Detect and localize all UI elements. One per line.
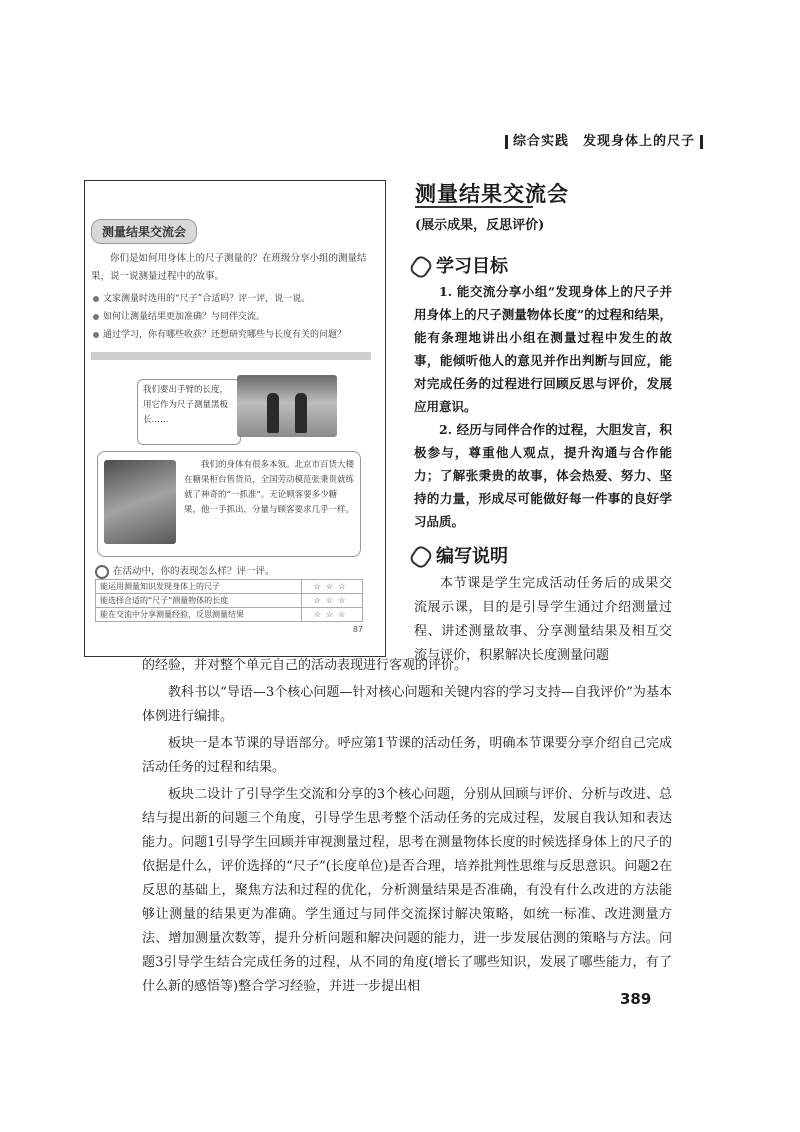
notes-lead-continuation: 的经验，并对整个单元自己的活动表现进行客观的评价。 bbox=[142, 658, 468, 673]
notes-paragraph: 教科书以“导语—3个核心问题—针对核心问题和关键内容的学习支持—自我评价”为基本体例进行编排。 bbox=[142, 685, 672, 724]
textbook-question: 文家测量时选用的“尺子”合适吗？评一评，说一说。 bbox=[91, 290, 371, 308]
goals-list bbox=[414, 280, 672, 533]
header-bar-left bbox=[505, 135, 508, 149]
magnifier-icon bbox=[95, 565, 109, 579]
header-text: 综合实践 发现身体上的尺子 bbox=[513, 134, 696, 149]
story-box bbox=[97, 451, 361, 557]
section-subtitle: (展示成果，反思评价) bbox=[415, 218, 545, 233]
textbook-page-number: 87 bbox=[352, 625, 363, 634]
story-text: 我们的身体有很多本领。北京市百货大楼在糖果柜台售货员，全国劳动模范张秉贵就练就了神奇的“一抓准”。无论顾客要多少糖果，他一手抓出，分量与顾客要求几乎一样。 bbox=[184, 460, 355, 515]
running-header bbox=[500, 130, 710, 149]
self-eval-question: 在活动中，你的表现怎么样？评一评。 bbox=[113, 566, 275, 577]
student-figure bbox=[295, 393, 307, 433]
table-row bbox=[96, 594, 363, 608]
table-row bbox=[96, 580, 363, 594]
goal-item: 2. 经历与同伴合作的过程，大胆发言，积极参与，尊重他人观点，提升沟通与合作能力；了解张秉贵的故事，体会热爱、努力、坚持的力量，形成尽可能做好每一件事的良好学习品质。 bbox=[414, 422, 672, 529]
page-number: 389 bbox=[620, 990, 652, 1008]
eval-stars: ☆☆☆ bbox=[302, 594, 363, 608]
notes-paragraph: 板块二设计了引导学生交流和分享的3个核心问题，分别从回顾与评价、分析与改进、总结与提出新的问题三个角度，引导学生思考整个活动任务的完成过程，发展自我认知和表达能力。问题1引导学生回顾并审视测量过程，思考在测量物体长度的时候选择身体上的尺子的依据是什么，评价选择的“尺子”(长度单位)是否合理，培养批判性思维与反思意识。问题2在反思的基础上，聚焦方法和过程的优化，分析测量结果是否准确，有没有什么改进的方法能够让测量的结果更为准确。学生通过与同伴交流探讨解决策略，如统一标准、改进测量方法、增加测量次数等，提升分析问题和解决问题的能力，进一步发展估测的策略与方法。问题3引导学生结合完成任务的过程，从不同的角度(增长了哪些知识，发展了哪些能力，有了什么新的感悟等)整合学习经验，并进一步提出相 bbox=[142, 787, 672, 994]
section-title: 测量结果交流会 bbox=[415, 182, 569, 206]
goal-item: 1. 能交流分享小组“发现身体上的尺子并用身体上的尺子测量物体长度”的过程和结果，能有条理地讲出小组在测量过程中发生的故事，能倾听他人的意见并作出判断与回应，能对完成任务的过程进行回顾反思与评价，发展应用意识。 bbox=[414, 284, 672, 414]
notes-body bbox=[142, 654, 672, 999]
eval-stars: ☆☆☆ bbox=[302, 608, 363, 622]
section-title-underline bbox=[415, 206, 533, 208]
goals-heading-text: 学习目标 bbox=[436, 256, 508, 277]
eval-criterion: 能选择合适的“尺子”测量物体的长度 bbox=[96, 594, 302, 608]
paperclip-icon bbox=[408, 254, 434, 281]
notes-lead-text: 本节课是学生完成活动任务后的成果交流展示课，目的是引导学生通过介绍测量过程、讲述测量故事、分享测量结果及相互交流与评价，积累解决长度测量问题 bbox=[414, 576, 672, 663]
textbook-divider bbox=[91, 352, 371, 360]
textbook-question: 如何让测量结果更加准确？与同伴交流。 bbox=[91, 308, 371, 326]
notes-heading-text: 编写说明 bbox=[436, 546, 508, 567]
self-eval-prompt bbox=[95, 563, 275, 579]
paperclip-icon bbox=[408, 544, 434, 571]
eval-criterion: 能在交流中分享测量经验，反思测量结果 bbox=[96, 608, 302, 622]
textbook-section-badge: 测量结果交流会 bbox=[91, 219, 197, 244]
textbook-page-content bbox=[91, 219, 371, 368]
eval-stars: ☆☆☆ bbox=[302, 580, 363, 594]
textbook-page-thumbnail bbox=[84, 180, 386, 657]
model-worker-photo bbox=[104, 460, 176, 544]
student-figure bbox=[267, 393, 279, 433]
classroom-photo bbox=[237, 375, 337, 437]
textbook-question: 通过学习，你有哪些收获？还想研究哪些与长度有关的问题？ bbox=[91, 326, 371, 344]
notes-paragraph: 板块一是本节课的导语部分。呼应第1节课的活动任务，明确本节课要分享介绍自己完成活动任务的过程和结果。 bbox=[142, 736, 672, 775]
goals-heading bbox=[412, 252, 508, 278]
notes-heading bbox=[412, 542, 508, 568]
speech-bubble: 我们要出手臂的长度，用它作为尺子测量黑板长…… bbox=[137, 379, 241, 445]
textbook-question-list bbox=[91, 290, 371, 344]
header-bar-right bbox=[700, 135, 703, 149]
self-eval-table bbox=[95, 579, 363, 622]
table-row bbox=[96, 608, 363, 622]
eval-criterion: 能运用测量知识发现身体上的尺子 bbox=[96, 580, 302, 594]
textbook-intro: 你们是如何用身体上的尺子测量的？在班级分享小组的测量结果，说一说测量过程中的故事。 bbox=[91, 253, 367, 282]
